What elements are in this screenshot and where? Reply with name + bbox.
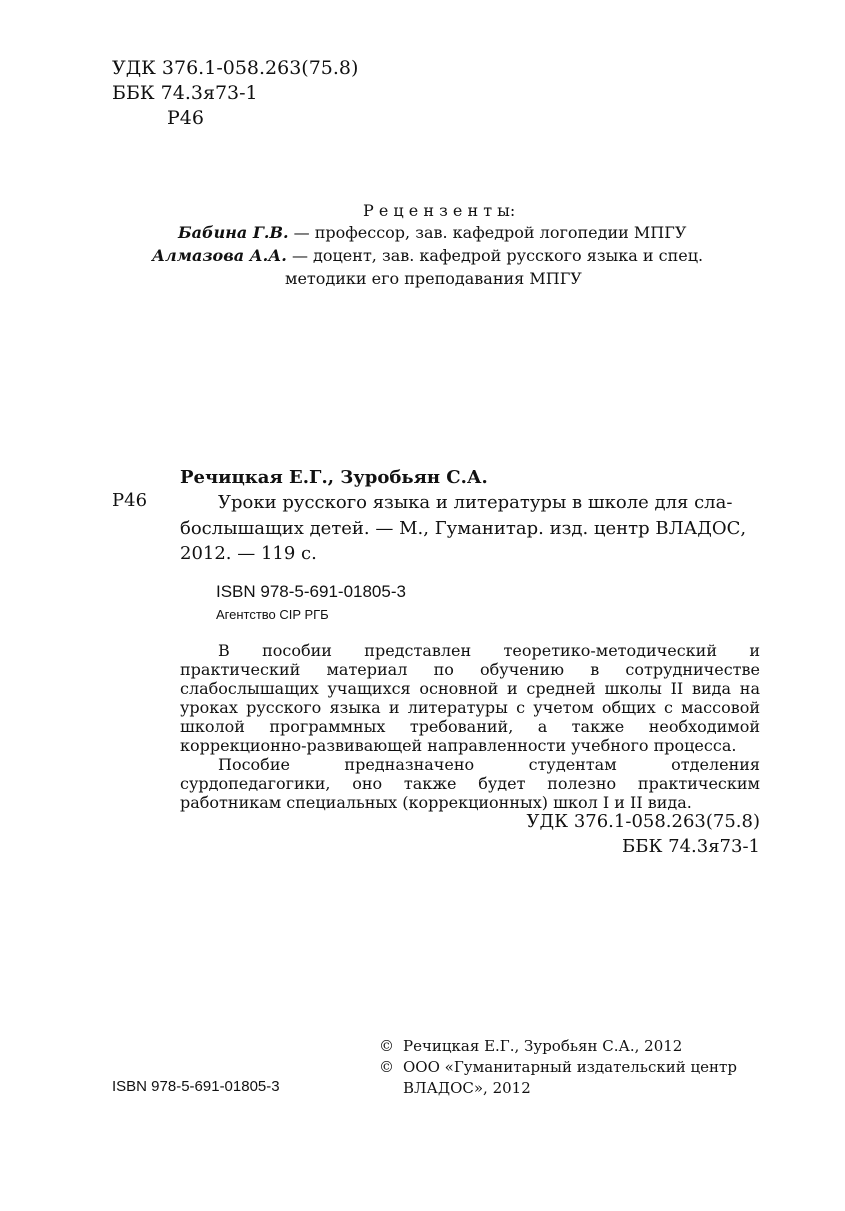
annotation-paragraph-2: Пособие предназначено студентам отделения сурдопедагогики, оно также будет полезно практическим работникам специальных (коррекционных) школ I и II вида. (180, 755, 760, 812)
book-title-line-2: бослышащих детей. — М., Гуманитар. изд. центр ВЛАДОС, (180, 518, 747, 539)
copyright-authors: Речицкая Е.Г., Зуробьян С.А., 2012 (403, 1037, 683, 1055)
udk-bottom: УДК 376.1-058.263(75.8) (526, 811, 760, 832)
reviewer-2-position: — доцент, зав. кафедрой русского языка и спец. (286, 246, 704, 265)
author-mark: Р46 (167, 107, 204, 129)
annotation-paragraph-1: В пособии представлен теоретико-методический и практический материал по обучению в сотрудничестве слабослышащих учащихся основной и средней школы II вида на уроках русского языка и литературы с учетом общих с массовой школой программных требований, а также необходимой коррекционно-развивающей направленности учебного процесса. (180, 641, 760, 755)
reviewer-1-position: — профессор, зав. кафедрой логопедии МПГУ (288, 223, 687, 242)
udk-code: УДК 376.1-058.263(75.8) (112, 57, 359, 79)
reviewer-1 (178, 223, 686, 242)
bbk-bottom: ББК 74.3я73-1 (622, 836, 760, 857)
annotation (180, 641, 760, 812)
isbn-record: ISBN 978-5-691-01805-3 (216, 582, 406, 601)
reviewer-2-position-cont: методики его преподавания МПГУ (285, 269, 582, 288)
book-title-line-1: Уроки русского языка и литературы в школе для сла- (218, 492, 733, 513)
cip-agency: Агентство CIP РГБ (216, 607, 329, 622)
reviewer-2-name: Алмазова А.А. (152, 246, 287, 265)
bbk-code: ББК 74.3я73-1 (112, 82, 258, 104)
authors: Речицкая Е.Г., Зуробьян С.А. (180, 467, 488, 488)
reviewer-2 (152, 246, 703, 265)
reviewers-title: Р е ц е н з е н т ы: (363, 201, 516, 220)
author-mark-2: Р46 (112, 490, 148, 511)
copyright-publisher-line-2: ВЛАДОС», 2012 (403, 1079, 531, 1097)
isbn-footer: ISBN 978-5-691-01805-3 (112, 1078, 280, 1095)
copyright-symbol-2: © (379, 1058, 394, 1076)
copyright-symbol-1: © (379, 1037, 394, 1055)
reviewer-1-name: Бабина Г.В. (178, 223, 289, 242)
copyright-publisher-line-1: ООО «Гуманитарный издательский центр (403, 1058, 737, 1076)
book-title-line-3: 2012. — 119 с. (180, 543, 317, 564)
